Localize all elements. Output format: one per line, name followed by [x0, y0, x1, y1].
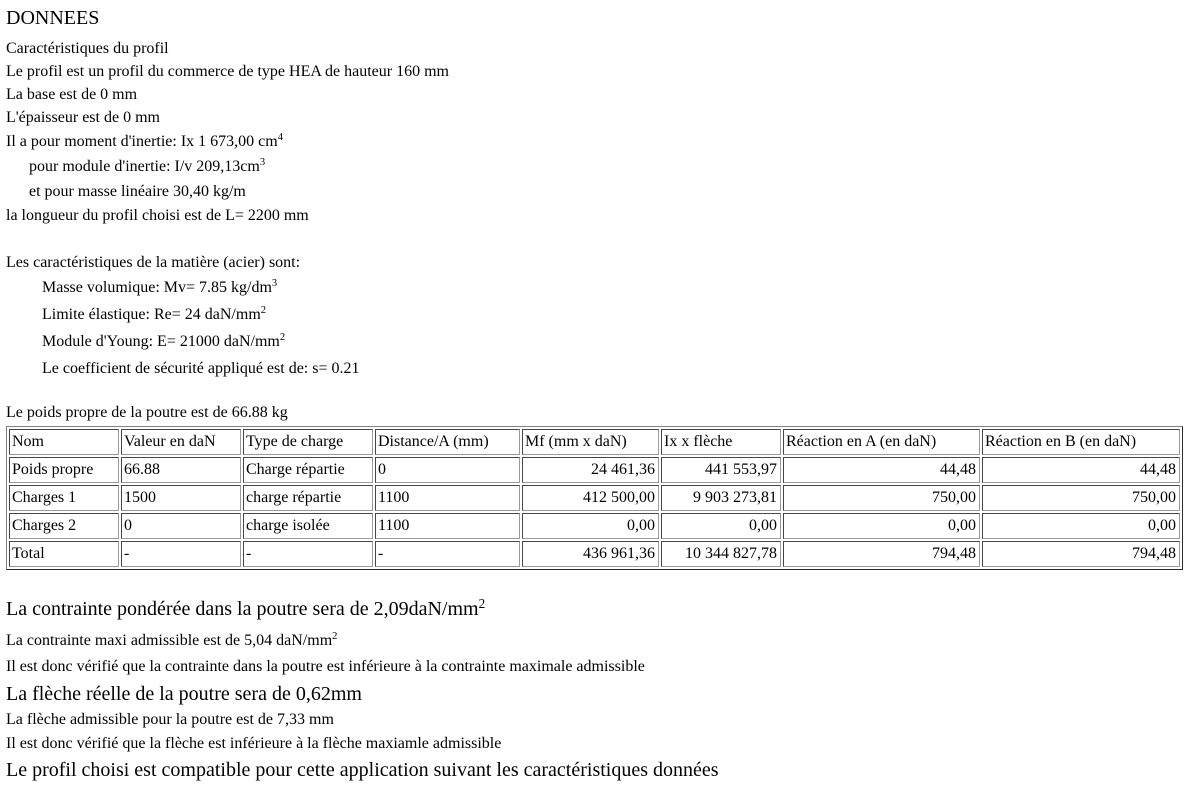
- line-longueur: la longueur du profil choisi est de L= 2200 mm: [6, 207, 309, 224]
- line-contrainte-ponderee: [6, 596, 1187, 622]
- line-moment-inertie: [6, 129, 1187, 154]
- moment-inertie-text: Il a pour moment d'inertie: Ix 1 673,00 cm: [6, 133, 278, 150]
- table-cell: -: [375, 541, 520, 567]
- table-header-mf: Mf (mm x daN): [522, 429, 659, 455]
- table-cell: -: [121, 541, 241, 567]
- table-cell: Poids propre: [9, 457, 119, 483]
- table-header-ix-fleche: Ix x flèche: [661, 429, 781, 455]
- table-cell: 10 344 827,78: [661, 541, 781, 567]
- contrainte-maxi-text: La contrainte maxi admissible est de 5,04 daN/mm: [6, 632, 333, 649]
- table-header-nom: Nom: [9, 429, 119, 455]
- line-fleche-admissible: La flèche admissible pour la poutre est de 7,33 mm: [6, 711, 334, 728]
- table-cell: 1100: [375, 485, 520, 511]
- line-masse-volumique: [6, 274, 1187, 301]
- table-header-valeur: Valeur en daN: [121, 429, 241, 455]
- charges-table: [6, 426, 1183, 570]
- table-cell: 0,00: [661, 513, 781, 539]
- table-cell: 44,48: [982, 457, 1180, 483]
- table-cell: 0,00: [982, 513, 1180, 539]
- line-module-young: [6, 328, 1187, 355]
- masse-volumique-exponent: 3: [271, 278, 278, 290]
- line-contrainte-maxi: [6, 628, 1187, 654]
- table-cell: -: [243, 541, 373, 567]
- table-cell: 44,48: [783, 457, 980, 483]
- table-row-charges-2: [9, 513, 1180, 539]
- table-row-charges-1: [9, 485, 1180, 511]
- table-cell: 24 461,36: [522, 457, 659, 483]
- line-profil-base: La base est de 0 mm: [6, 86, 138, 103]
- line-profil-epaisseur: L'épaisseur est de 0 mm: [6, 109, 160, 126]
- table-cell: 750,00: [982, 485, 1180, 511]
- limite-elastique-text: Limite élastique: Re= 24 daN/mm: [42, 306, 261, 323]
- line-poids-propre: Le poids propre de la poutre est de 66.88 kg: [6, 404, 288, 421]
- table-header-row: [9, 429, 1180, 455]
- masse-volumique-text: Masse volumique: Mv= 7.85 kg/dm: [42, 279, 272, 296]
- line-fleche-reelle: La flèche réelle de la poutre sera de 0,62mm: [6, 683, 362, 705]
- table-cell: 436 961,36: [522, 541, 659, 567]
- line-verification-fleche: Il est donc vérifié que la flèche est inférieure à la flèche maxiamle admissible: [6, 735, 502, 752]
- moment-inertie-exponent: 4: [277, 132, 283, 144]
- line-conclusion: Le profil choisi est compatible pour cette application suivant les caractéristiques données: [6, 759, 719, 781]
- module-inertie-exponent: 3: [259, 157, 266, 169]
- module-young-exponent: 2: [279, 332, 286, 344]
- line-verification-contrainte: Il est donc vérifié que la contrainte dans la poutre est inférieure à la contrainte maximale admissible: [6, 658, 645, 675]
- table-cell: Charges 2: [9, 513, 119, 539]
- line-profil-type: Le profil est un profil du commerce de type HEA de hauteur 160 mm: [6, 63, 449, 80]
- module-young-text: Module d'Young: E= 21000 daN/mm: [42, 333, 280, 350]
- line-limite-elastique: [6, 301, 1187, 328]
- section-resultats: [6, 596, 1187, 784]
- table-cell: charge isolée: [243, 513, 373, 539]
- table-cell: 412 500,00: [522, 485, 659, 511]
- table-cell: 0,00: [783, 513, 980, 539]
- section-matiere: [6, 251, 1187, 382]
- table-cell: charge répartie: [243, 485, 373, 511]
- table-row-total: [9, 541, 1180, 567]
- limite-elastique-exponent: 2: [260, 305, 267, 317]
- matiere-heading: Les caractéristiques de la matière (acier) sont:: [6, 254, 301, 271]
- section-profil: [6, 37, 1187, 227]
- table-cell: 794,48: [982, 541, 1180, 567]
- table-header-distance: Distance/A (mm): [375, 429, 520, 455]
- line-coefficient-securite: Le coefficient de sécurité appliqué est de: s= 0.21: [42, 360, 360, 377]
- line-masse-lineaire: et pour masse linéaire 30,40 kg/m: [29, 183, 246, 200]
- line-module-inertie: [6, 154, 1187, 179]
- table-cell: Total: [9, 541, 119, 567]
- contrainte-maxi-exponent: 2: [332, 631, 338, 643]
- table-cell: 441 553,97: [661, 457, 781, 483]
- table-cell: 66.88: [121, 457, 241, 483]
- table-cell: 1500: [121, 485, 241, 511]
- contrainte-ponderee-text: La contrainte pondérée dans la poutre sera de 2,09daN/mm: [6, 598, 479, 620]
- table-cell: 794,48: [783, 541, 980, 567]
- table-cell: 9 903 273,81: [661, 485, 781, 511]
- table-cell: 750,00: [783, 485, 980, 511]
- table-cell: 0,00: [522, 513, 659, 539]
- page-title: DONNEES: [6, 7, 100, 29]
- profil-heading: Caractéristiques du profil: [6, 40, 169, 57]
- module-inertie-text: pour module d'inertie: I/v 209,13cm: [29, 158, 260, 175]
- table-header-reaction-b: Réaction en B (en daN): [982, 429, 1180, 455]
- table-header-reaction-a: Réaction en A (en daN): [783, 429, 980, 455]
- table-cell: Charges 1: [9, 485, 119, 511]
- contrainte-ponderee-exponent: 2: [478, 595, 486, 611]
- table-row-poids-propre: [9, 457, 1180, 483]
- table-cell: 0: [121, 513, 241, 539]
- table-cell: 1100: [375, 513, 520, 539]
- table-cell: Charge répartie: [243, 457, 373, 483]
- table-header-type-charge: Type de charge: [243, 429, 373, 455]
- table-cell: 0: [375, 457, 520, 483]
